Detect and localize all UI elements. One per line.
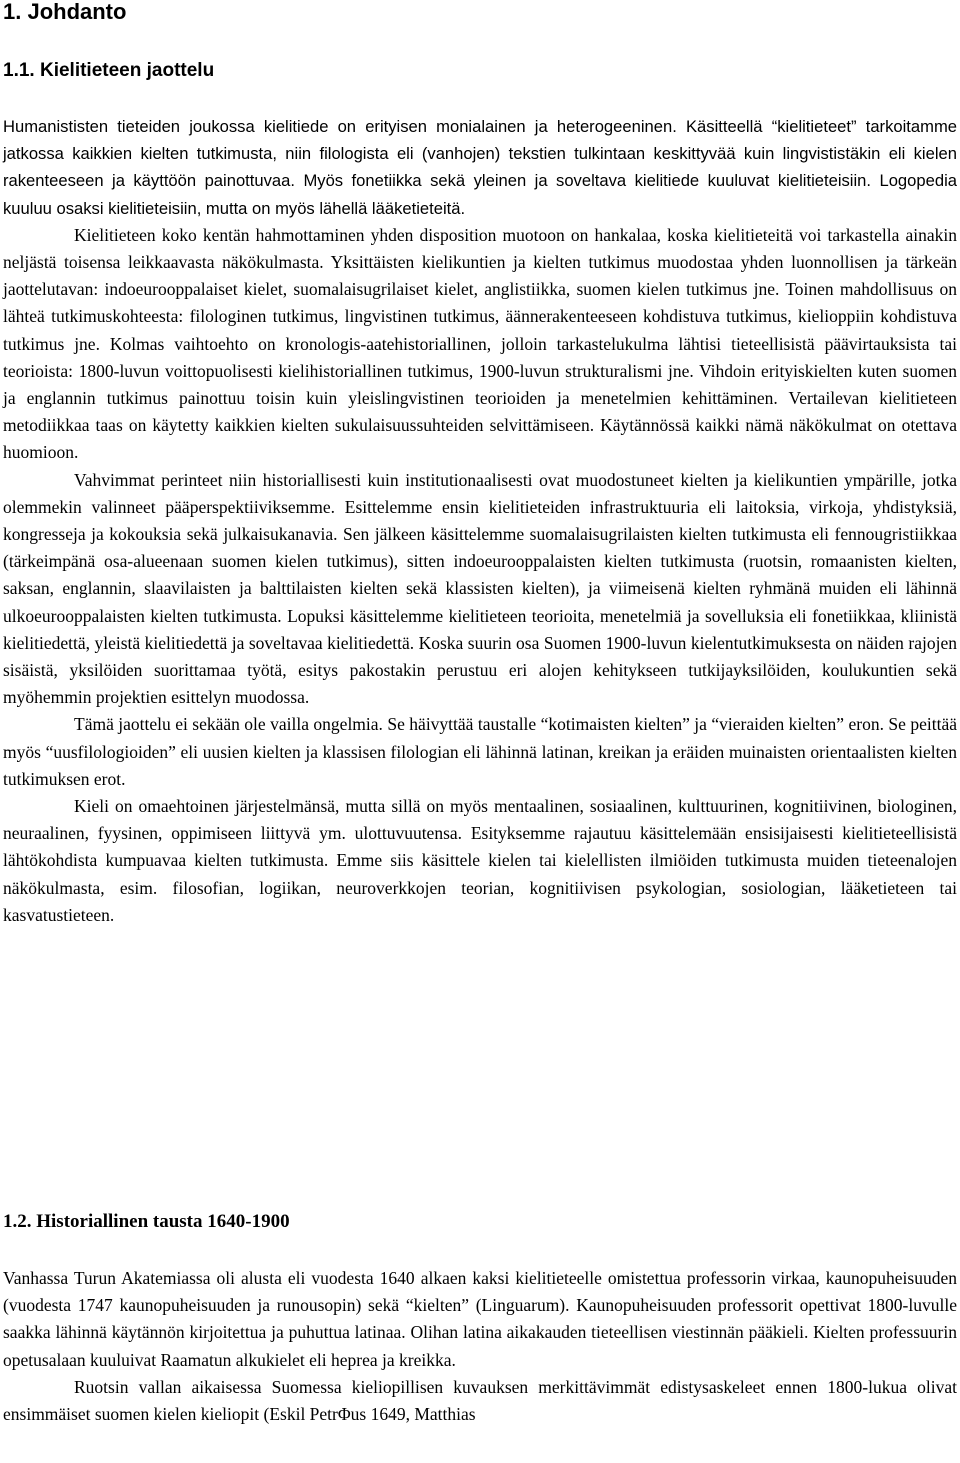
paragraph: Kieli on omaehtoinen järjestelmänsä, mutta sillä on myös mentaalinen, sosiaalinen, kulttuurinen, kognitiivinen, biologinen, neuraalinen, fyysinen, oppimiseen liittyvä ym. ulottuvuutensa. Esityksemme rajautuu käsittelemään ensisijaisesti kielitieteellisistä lähtökohdista kumpuavaa kielten tutkimusta. Emme siis käsittele kielen tai kielellisten ilmiöiden tutkimusta muiden tieteenalojen näkökulmasta, esim. filosofian, logiikan, neuroverkkojen teorian, kognitiivisen psykologian, sosiologian, lääketieteen tai kasvatustieteen. (3, 796, 957, 925)
paragraph: Vahvimmat perinteet niin historiallisesti kuin institutionaalisesti ovat muodostuneet kielten ja kielikuntien ympärille, jotka olemmekin valinneet pääperspektiiviksemme. Esittelemme ensin kielitieteiden infrastruktuuria eli laitoksia, virkoja, yhdistyksiä, kongresseja ja kokouksia sekä julkaisukanavia. Sen jälkeen käsittelemme suomalaisugrilaisten kielten tutkimusta eli fennougristiikkaa (tärkeimpänä osa-alueenaan suomen kielen tutkimus), sitten indoeurooppalaisten kielten tutkimusta (ruotsin, romaanisten kielten, saksan, englannin, slaavilaisten ja balttilaisten kielten sekä klassisten kielten), ja viimeisenä kielten ryhmänä muiden eli lähinnä ulkoeurooppalaisten kielten tutkimusta. Lopuksi käsittelemme kielitieteen teorioita, menetelmiä ja sovelluksia eli fonetiikkaa, kliinistä kielitiedettä, yleistä kielitiedettä ja soveltavaa kielitiedettä. Koska suurin osa Suomen 1900-luvun kielentutkimuksesta on näiden rajojen sisäistä, yksilöiden suorittamaa työtä, esitys pakostakin perustuu eri alojen kehitykseen tutkijayksilöiden, koulukuntien sekä myöhemmin projektien esittelyn muodossa. (3, 469, 957, 708)
paragraph: Vanhassa Turun Akatemiassa oli alusta eli vuodesta 1640 alkaen kaksi kielitieteelle omistettua professorin virkaa, kaunopuheisuuden (vuodesta 1747 kaunopuheisuuden ja runousopin) sekä “kielten” (Linguarum). Kaunopuheisuuden professorit opettivat 1800-luvulle saakka lähinnä käytännön kirjoitettua ja puhuttua latinaa. Olihan latina aikakauden tieteellisen viestinnän pääkieli. Kielten professuurin opetusalaan kuuluivat Raamatun alkukielet eli heprea ja kreikka. (3, 1268, 957, 1370)
paragraph: Humanististen tieteiden joukossa kielitiede on erityisen monialainen ja heterogeeninen. Käsitteellä “kielitieteet” tarkoitamme jatkossa kaikkien kielten tutkimusta, niin filologista eli (vanhojen) tekstien tulkintaan keskittyvää kuin lingvististäkin eli kielen rakenteeseen ja käyttöön painottuvaa. Myös fonetiikka sekä yleinen ja soveltava kielitiede kuuluvat kielitieteisiin. Logopedia kuuluu osaksi kielitieteisiin, mutta on myös lähellä lääketieteitä. (3, 117, 957, 218)
section-body-historiallinen-tausta (3, 1265, 957, 1428)
section-heading-kielitieteen-jaottelu: 1.1. Kielitieteen jaottelu (3, 60, 215, 81)
paragraph: Ruotsin vallan aikaisessa Suomessa kieliopillisen kuvauksen merkittävimmät edistysaskeleet ennen 1800-lukua olivat ensimmäiset suomen kielen kieliopit (Eskil PetrΦus 1649, Matthias (3, 1376, 957, 1425)
section-heading-historiallinen-tausta: 1.2. Historiallinen tausta 1640-1900 (3, 1211, 290, 1232)
chapter-heading: 1. Johdanto (3, 0, 127, 24)
paragraph: Kielitieteen koko kentän hahmottaminen yhden disposition muotoon on hankalaa, koska kielitieteitä voi tarkastella ainakin neljästä toisensa leikkaavasta näkökulmasta. Yksittäisten kielikuntien ja kielten tutkimus muodostaa yhden luonnollisen ja tärkeän jaottelutavan: indoeurooppalaiset kielet, suomalaisugrilaiset kielet, anglistiikka, suomen kielen tutkimus jne. Toinen mahdollisuus on lähteä tutkimuskohteesta: filologinen tutkimus, lingvistinen tutkimus, äännerakenteeseen kohdistuva tutkimus, kielioppiin kohdistuva tutkimus jne. Kolmas vaihtoehto on kronologis-aatehistoriallinen, jolloin tarkastelukulma lähtisi tieteellisistä päävirtauksista tai teorioista: 1800-luvun voittopuolisesti kielihistoriallinen tutkimus, 1900-luvun strukturalismi jne. Vihdoin erityiskielten kuten suomen ja englannin tutkimus painottuu toisin kuin yleislingvistinen teorioiden ja menetelmien kehittäminen. Vertailevan kielitieteen metodiikkaa taas on käytetty kaikkien kielten sukulaisuussuhteiden selvittämiseen. Käytännössä kaikki nämä näkökulmat on otettava huomioon. (3, 224, 957, 463)
paragraph: Tämä jaottelu ei sekään ole vailla ongelmia. Se häivyttää taustalle “kotimaisten kielten” ja “vieraiden kielten” eron. Se peittää myös “uusfilologioiden” eli uusien kielten ja klassisen filologian eli lähinnä latinan, kreikan ja eräiden muinaisten orientaalisten kielten tutkimuksen erot. (3, 714, 957, 789)
section-body-kielitieteen-jaottelu (3, 113, 957, 929)
